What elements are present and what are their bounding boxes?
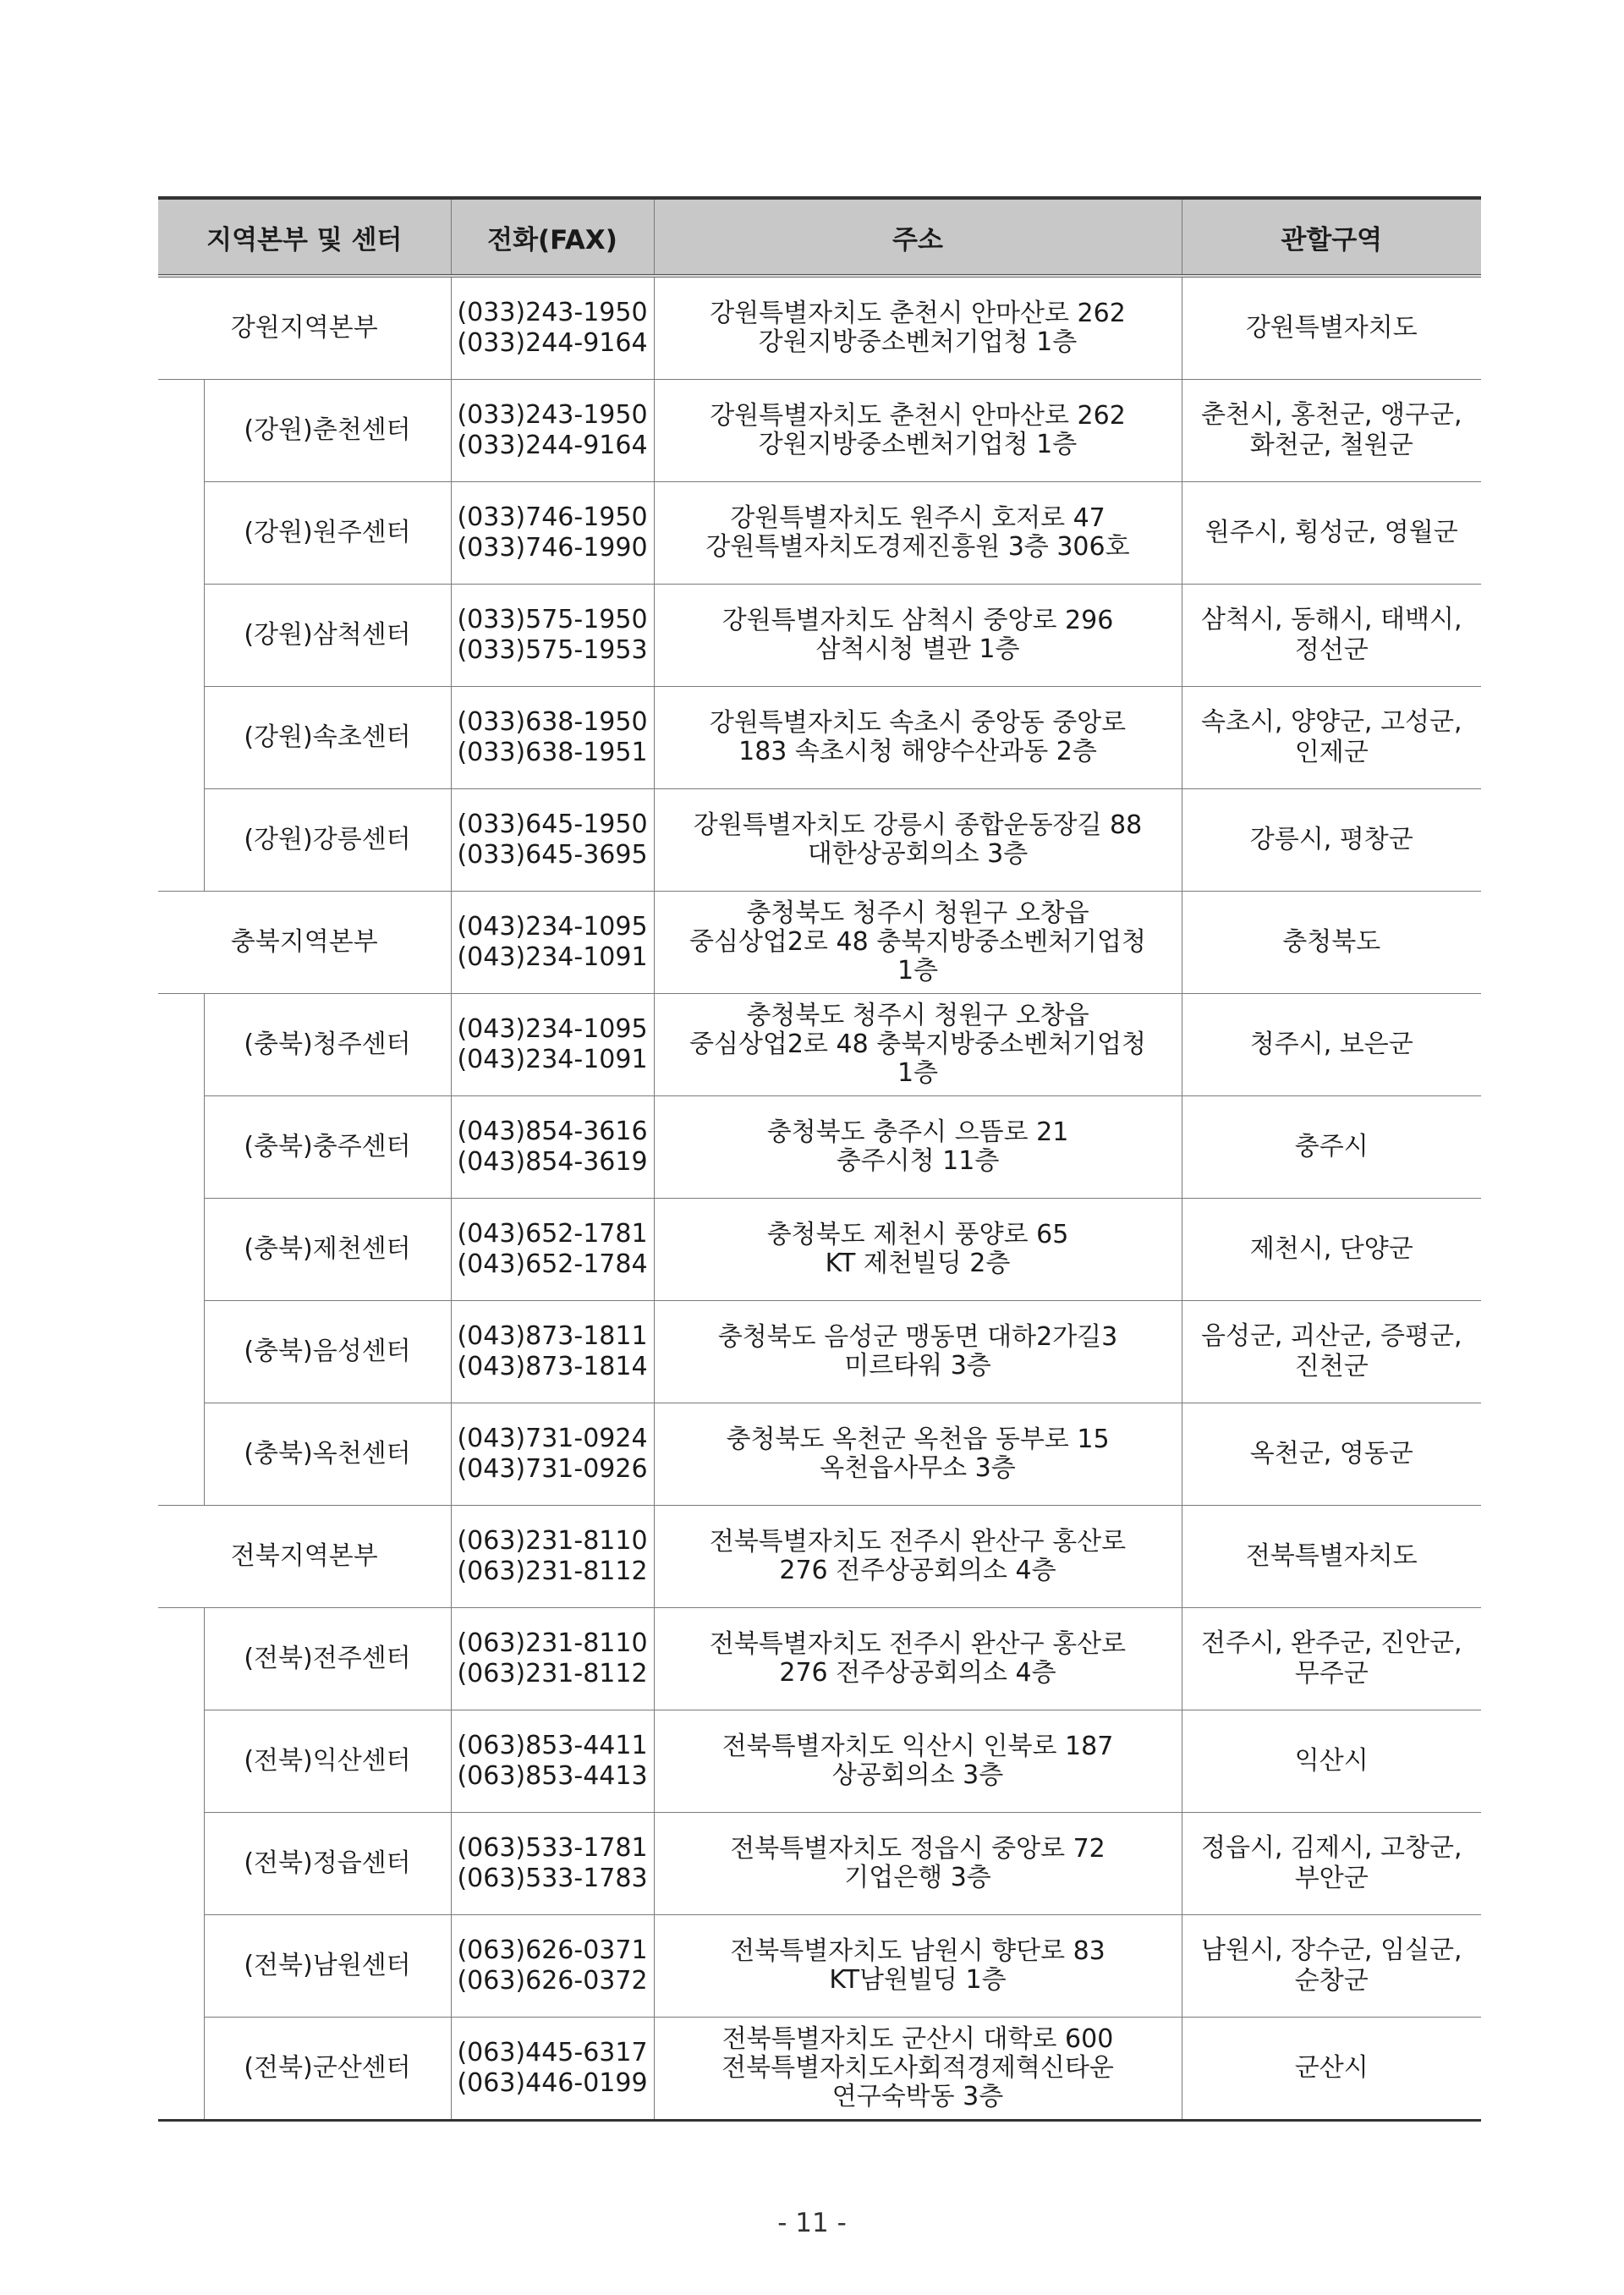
fax-number: (063)231-8112 — [457, 1557, 648, 1586]
fax-number: (063)446-0199 — [457, 2068, 648, 2098]
phone-fax-cell — [451, 1096, 654, 1199]
header-phone: 전화(FAX) — [451, 198, 654, 276]
fax-number: (043)873-1814 — [457, 1352, 648, 1381]
phone-number: (043)234-1095 — [457, 912, 648, 942]
indent-spacer — [158, 789, 204, 892]
phone-number: (033)746-1950 — [457, 502, 648, 532]
fax-number: (043)234-1091 — [457, 942, 648, 972]
fax-number: (033)746-1990 — [457, 533, 648, 563]
indent-spacer — [158, 1608, 204, 1710]
table-row — [158, 1301, 1481, 1403]
indent-spacer — [158, 1199, 204, 1301]
indent-spacer — [158, 994, 204, 1096]
phone-fax-cell — [451, 1813, 654, 1915]
address-cell: 충청북도 음성군 맹동면 대하2가길3 미르타워 3층 — [654, 1301, 1182, 1403]
table-row — [158, 687, 1481, 789]
phone-number: (063)231-8110 — [457, 1628, 648, 1658]
address-cell: 전북특별자치도 전주시 완산구 홍산로 276 전주상공회의소 4층 — [654, 1506, 1182, 1608]
jurisdiction-cell: 속초시, 양양군, 고성군, 인제군 — [1182, 687, 1481, 789]
jurisdiction-cell: 전북특별자치도 — [1182, 1506, 1481, 1608]
fax-number: (033)244-9164 — [457, 431, 648, 460]
phone-fax-cell — [451, 892, 654, 994]
jurisdiction-cell: 익산시 — [1182, 1710, 1481, 1813]
table-body — [158, 276, 1481, 2121]
center-name: (전북)정읍센터 — [204, 1813, 451, 1915]
phone-number: (033)243-1950 — [457, 298, 648, 327]
phone-number: (033)575-1950 — [457, 605, 648, 634]
address-cell: 충청북도 제천시 풍양로 65 KT 제천빌딩 2층 — [654, 1199, 1182, 1301]
table-row — [158, 892, 1481, 994]
address-cell: 강원특별자치도 춘천시 안마산로 262 강원지방중소벤처기업청 1층 — [654, 380, 1182, 482]
fax-number: (063)626-0372 — [457, 1966, 648, 1996]
phone-number: (033)243-1950 — [457, 400, 648, 430]
jurisdiction-cell: 남원시, 장수군, 임실군, 순창군 — [1182, 1915, 1481, 2018]
regional-hq-name: 충북지역본부 — [158, 892, 451, 994]
table-row — [158, 1506, 1481, 1608]
fax-number: (063)853-4413 — [457, 1761, 648, 1791]
indent-spacer — [158, 687, 204, 789]
jurisdiction-cell: 음성군, 괴산군, 증평군, 진천군 — [1182, 1301, 1481, 1403]
address-cell: 전북특별자치도 남원시 향단로 83 KT남원빌딩 1층 — [654, 1915, 1182, 2018]
center-name: (전북)군산센터 — [204, 2018, 451, 2121]
center-name: (충북)음성센터 — [204, 1301, 451, 1403]
address-cell: 전북특별자치도 정읍시 중앙로 72 기업은행 3층 — [654, 1813, 1182, 1915]
address-cell: 강원특별자치도 삼척시 중앙로 296 삼척시청 별관 1층 — [654, 585, 1182, 687]
phone-number: (043)873-1811 — [457, 1321, 648, 1351]
indent-spacer — [158, 482, 204, 585]
table-row — [158, 1608, 1481, 1710]
table-row — [158, 1199, 1481, 1301]
table-row — [158, 1813, 1481, 1915]
phone-number: (063)533-1781 — [457, 1833, 648, 1863]
regional-hq-name: 강원지역본부 — [158, 276, 451, 380]
jurisdiction-cell: 원주시, 횡성군, 영월군 — [1182, 482, 1481, 585]
fax-number: (043)731-0926 — [457, 1454, 648, 1484]
indent-spacer — [158, 1915, 204, 2018]
phone-fax-cell — [451, 1915, 654, 2018]
center-name: (강원)삼척센터 — [204, 585, 451, 687]
jurisdiction-cell: 강릉시, 평창군 — [1182, 789, 1481, 892]
jurisdiction-cell: 옥천군, 영동군 — [1182, 1403, 1481, 1506]
fax-number: (033)638-1951 — [457, 738, 648, 767]
address-cell: 충청북도 청주시 청원구 오창읍 중심상업2로 48 충북지방중소벤처기업청 1층 — [654, 994, 1182, 1096]
address-cell: 강원특별자치도 속초시 중앙동 중앙로 183 속초시청 해양수산과동 2층 — [654, 687, 1182, 789]
center-name: (강원)원주센터 — [204, 482, 451, 585]
phone-fax-cell — [451, 1710, 654, 1813]
table-row — [158, 1096, 1481, 1199]
jurisdiction-cell: 강원특별자치도 — [1182, 276, 1481, 380]
phone-number: (033)645-1950 — [457, 810, 648, 839]
phone-fax-cell — [451, 1301, 654, 1403]
address-cell: 강원특별자치도 강릉시 종합운동장길 88 대한상공회의소 3층 — [654, 789, 1182, 892]
header-jurisdiction: 관할구역 — [1182, 198, 1481, 276]
table-row — [158, 1403, 1481, 1506]
fax-number: (043)652-1784 — [457, 1249, 648, 1279]
phone-number: (063)853-4411 — [457, 1731, 648, 1760]
center-name: (강원)춘천센터 — [204, 380, 451, 482]
indent-spacer — [158, 1710, 204, 1813]
phone-fax-cell — [451, 380, 654, 482]
phone-number: (063)445-6317 — [457, 2038, 648, 2067]
fax-number: (043)234-1091 — [457, 1045, 648, 1074]
table-row — [158, 276, 1481, 380]
jurisdiction-cell: 정읍시, 김제시, 고창군, 부안군 — [1182, 1813, 1481, 1915]
address-cell: 전북특별자치도 익산시 인북로 187 상공회의소 3층 — [654, 1710, 1182, 1813]
phone-number: (043)731-0924 — [457, 1424, 648, 1453]
phone-number: (043)234-1095 — [457, 1014, 648, 1044]
address-cell: 강원특별자치도 춘천시 안마산로 262 강원지방중소벤처기업청 1층 — [654, 276, 1182, 380]
fax-number: (063)533-1783 — [457, 1864, 648, 1893]
office-directory-table — [158, 196, 1481, 2122]
address-cell: 강원특별자치도 원주시 호저로 47 강원특별자치도경제진흥원 3층 306호 — [654, 482, 1182, 585]
phone-fax-cell — [451, 994, 654, 1096]
phone-fax-cell — [451, 2018, 654, 2121]
phone-number: (063)231-8110 — [457, 1526, 648, 1556]
phone-fax-cell — [451, 585, 654, 687]
phone-fax-cell — [451, 789, 654, 892]
indent-spacer — [158, 1301, 204, 1403]
phone-fax-cell — [451, 1199, 654, 1301]
center-name: (충북)제천센터 — [204, 1199, 451, 1301]
phone-number: (063)626-0371 — [457, 1935, 648, 1965]
center-name: (전북)전주센터 — [204, 1608, 451, 1710]
center-name: (충북)옥천센터 — [204, 1403, 451, 1506]
center-name: (충북)충주센터 — [204, 1096, 451, 1199]
indent-spacer — [158, 1813, 204, 1915]
center-name: (충북)청주센터 — [204, 994, 451, 1096]
fax-number: (043)854-3619 — [457, 1147, 648, 1177]
jurisdiction-cell: 전주시, 완주군, 진안군, 무주군 — [1182, 1608, 1481, 1710]
center-name: (강원)속초센터 — [204, 687, 451, 789]
phone-fax-cell — [451, 1608, 654, 1710]
table-header-row — [158, 198, 1481, 276]
page-number: - 11 - — [777, 2208, 847, 2238]
regional-hq-name: 전북지역본부 — [158, 1506, 451, 1608]
indent-spacer — [158, 1096, 204, 1199]
jurisdiction-cell: 충주시 — [1182, 1096, 1481, 1199]
address-cell: 충청북도 청주시 청원구 오창읍 중심상업2로 48 충북지방중소벤처기업청 1층 — [654, 892, 1182, 994]
header-address: 주소 — [654, 198, 1182, 276]
phone-number: (043)652-1781 — [457, 1219, 648, 1249]
table-row — [158, 994, 1481, 1096]
table-row — [158, 2018, 1481, 2121]
phone-number: (043)854-3616 — [457, 1117, 648, 1146]
phone-fax-cell — [451, 687, 654, 789]
table-row — [158, 1710, 1481, 1813]
indent-spacer — [158, 1403, 204, 1506]
address-cell: 충청북도 옥천군 옥천읍 동부로 15 옥천읍사무소 3층 — [654, 1403, 1182, 1506]
phone-fax-cell — [451, 1506, 654, 1608]
indent-spacer — [158, 2018, 204, 2121]
header-office: 지역본부 및 센터 — [158, 198, 451, 276]
table-row — [158, 585, 1481, 687]
jurisdiction-cell: 춘천시, 홍천군, 앵구군, 화천군, 철원군 — [1182, 380, 1481, 482]
indent-spacer — [158, 380, 204, 482]
fax-number: (033)645-3695 — [457, 840, 648, 870]
fax-number: (033)575-1953 — [457, 635, 648, 665]
center-name: (강원)강릉센터 — [204, 789, 451, 892]
phone-fax-cell — [451, 276, 654, 380]
table-row — [158, 380, 1481, 482]
address-cell: 충청북도 충주시 으뜸로 21 충주시청 11층 — [654, 1096, 1182, 1199]
jurisdiction-cell: 청주시, 보은군 — [1182, 994, 1481, 1096]
phone-fax-cell — [451, 482, 654, 585]
fax-number: (033)244-9164 — [457, 328, 648, 358]
table-row — [158, 1915, 1481, 2018]
phone-fax-cell — [451, 1403, 654, 1506]
center-name: (전북)남원센터 — [204, 1915, 451, 2018]
center-name: (전북)익산센터 — [204, 1710, 451, 1813]
table-row — [158, 789, 1481, 892]
jurisdiction-cell: 제천시, 단양군 — [1182, 1199, 1481, 1301]
phone-number: (033)638-1950 — [457, 707, 648, 737]
address-cell: 전북특별자치도 군산시 대학로 600 전북특별자치도사회적경제혁신타운 연구숙박동 3층 — [654, 2018, 1182, 2121]
jurisdiction-cell: 군산시 — [1182, 2018, 1481, 2121]
jurisdiction-cell: 삼척시, 동해시, 태백시, 정선군 — [1182, 585, 1481, 687]
indent-spacer — [158, 585, 204, 687]
jurisdiction-cell: 충청북도 — [1182, 892, 1481, 994]
table-row — [158, 482, 1481, 585]
fax-number: (063)231-8112 — [457, 1659, 648, 1688]
address-cell: 전북특별자치도 전주시 완산구 홍산로 276 전주상공회의소 4층 — [654, 1608, 1182, 1710]
